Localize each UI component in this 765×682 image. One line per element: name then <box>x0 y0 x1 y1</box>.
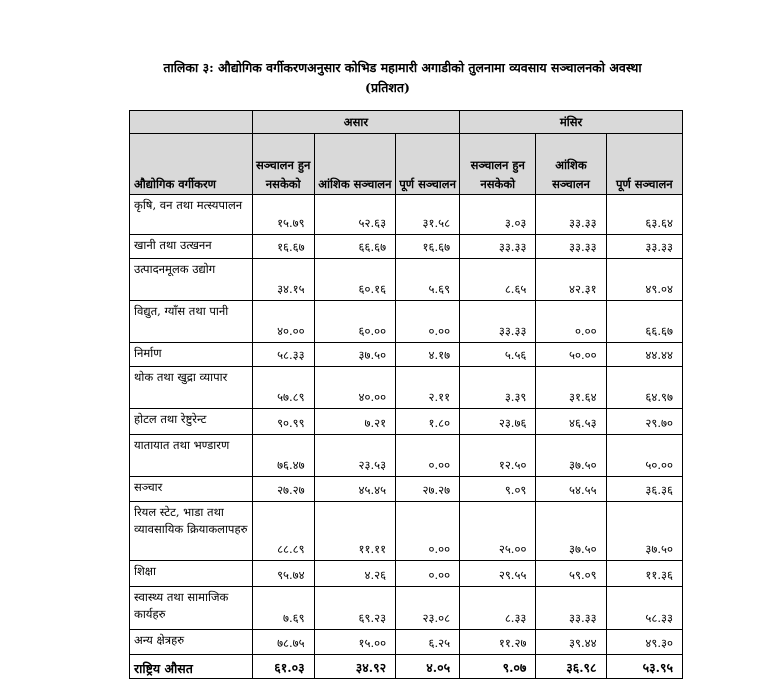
total-cell: ३६.९८ <box>536 655 606 679</box>
industry-name: होटल तथा रेष्टुरेन्ट <box>130 409 253 435</box>
table-cell: ३३.३३ <box>536 235 606 259</box>
table-cell: ९.०९ <box>460 477 536 502</box>
table-cell: ३.३९ <box>460 367 536 409</box>
industry-name: विद्युत, ग्याँस तथा पानी <box>130 301 253 343</box>
table-cell: १.८० <box>396 409 460 435</box>
table-cell: ४२.३१ <box>536 259 606 301</box>
column-header: आंशिक सञ्चालन <box>536 134 606 195</box>
table-cell: ७.६९ <box>252 587 314 630</box>
total-cell: ९.०७ <box>460 655 536 679</box>
table-row <box>130 502 683 561</box>
table-cell: ६३.६४ <box>606 195 682 235</box>
table-cell: ३३.३३ <box>460 235 536 259</box>
table-cell: ३७.५० <box>536 502 606 561</box>
header-blank-cell <box>130 111 253 134</box>
table-cell: २.११ <box>396 367 460 409</box>
table-cell: ३९.४४ <box>536 630 606 655</box>
table-cell: ३.०३ <box>460 195 536 235</box>
table-cell: ९५.७४ <box>252 561 314 587</box>
table-cell: ३३.३३ <box>460 301 536 343</box>
table-cell: ४०.०० <box>314 367 395 409</box>
industry-name: स्वास्थ्य तथा सामाजिक कार्यहरु <box>130 587 253 630</box>
table-cell: ४९.३० <box>606 630 682 655</box>
column-header: सञ्चालन हुन नसकेको <box>252 134 314 195</box>
table-cell: ७६.४७ <box>252 435 314 477</box>
table-cell: २९.५५ <box>460 561 536 587</box>
table-row <box>130 477 683 502</box>
industry-column-header: औद्योगिक वर्गीकरण <box>130 134 253 195</box>
table-title <box>0 58 765 98</box>
table-cell: ५९.०९ <box>536 561 606 587</box>
total-cell: ४.०५ <box>396 655 460 679</box>
industry-name: थोक तथा खुद्रा व्यापार <box>130 367 253 409</box>
table-cell: ११.११ <box>314 502 395 561</box>
table-cell: १६.६७ <box>252 235 314 259</box>
table-row <box>130 587 683 630</box>
table-cell: ११.३६ <box>606 561 682 587</box>
table-cell: ३१.५८ <box>396 195 460 235</box>
table-cell: ३१.६४ <box>536 367 606 409</box>
table-cell: ८८.८९ <box>252 502 314 561</box>
table-cell: २३.५३ <box>314 435 395 477</box>
table-cell: ०.०० <box>396 435 460 477</box>
table-row <box>130 301 683 343</box>
industry-name: कृषि, वन तथा मत्स्यपालन <box>130 195 253 235</box>
table-cell: ६.२५ <box>396 630 460 655</box>
table-cell: १५.०० <box>314 630 395 655</box>
industry-name: यातायात तथा भण्डारण <box>130 435 253 477</box>
table-cell: ७.२१ <box>314 409 395 435</box>
table-cell: ५८.३३ <box>606 587 682 630</box>
table-cell: ५.५६ <box>460 343 536 367</box>
industry-name: अन्य क्षेत्रहरु <box>130 630 253 655</box>
table-cell: ०.०० <box>396 502 460 561</box>
column-header: पूर्ण सञ्चालन <box>606 134 682 195</box>
table-cell: ४.२६ <box>314 561 395 587</box>
column-header: सञ्चालन हुन नसकेको <box>460 134 536 195</box>
table-row <box>130 259 683 301</box>
table-cell: ५८.३३ <box>252 343 314 367</box>
table-cell: ९०.९९ <box>252 409 314 435</box>
table-cell: २३.७६ <box>460 409 536 435</box>
business-operation-table <box>129 110 683 679</box>
table-cell: ४६.५३ <box>536 409 606 435</box>
table-row <box>130 235 683 259</box>
table-cell: २९.७० <box>606 409 682 435</box>
table-cell: ६४.९७ <box>606 367 682 409</box>
group-header-mangsir: मंसिर <box>460 111 683 134</box>
table-cell: ५२.६३ <box>314 195 395 235</box>
table-cell: ३४.१५ <box>252 259 314 301</box>
industry-name: सञ्चार <box>130 477 253 502</box>
table-cell: ३६.३६ <box>606 477 682 502</box>
table-cell: ३३.३३ <box>606 235 682 259</box>
national-average-row <box>130 655 683 679</box>
table-cell: ६०.१६ <box>314 259 395 301</box>
total-cell: ६१.०३ <box>252 655 314 679</box>
table-cell: ८.३३ <box>460 587 536 630</box>
industry-name: उत्पादनमूलक उद्योग <box>130 259 253 301</box>
table-cell: ८.६५ <box>460 259 536 301</box>
table-cell: ५०.०० <box>536 343 606 367</box>
table-cell: २५.०० <box>460 502 536 561</box>
table-cell: ४०.०० <box>252 301 314 343</box>
table-title-main: तालिका ३: औद्योगिक वर्गीकरणअनुसार कोभिड महामारी अगाडीको तुलनामा व्यवसाय सञ्चालनको अवस्था <box>163 60 642 75</box>
table-row <box>130 343 683 367</box>
table-cell: ३३.३३ <box>536 195 606 235</box>
table-row <box>130 435 683 477</box>
table-cell: ३७.५० <box>536 435 606 477</box>
table-cell: ०.०० <box>396 301 460 343</box>
table-row <box>130 561 683 587</box>
table-cell: ०.०० <box>396 561 460 587</box>
table-cell: ११.२७ <box>460 630 536 655</box>
total-cell: ३४.९२ <box>314 655 395 679</box>
table-cell: ४९.०४ <box>606 259 682 301</box>
table-cell: ५.६९ <box>396 259 460 301</box>
table-cell: २३.०८ <box>396 587 460 630</box>
table-cell: ४५.४५ <box>314 477 395 502</box>
group-header-asar: असार <box>252 111 459 134</box>
table-cell: १२.५० <box>460 435 536 477</box>
table-cell: ७८.७५ <box>252 630 314 655</box>
industry-name: रियल स्टेट, भाडा तथा व्यावसायिक क्रियाकलापहरु <box>130 502 253 561</box>
industry-name: निर्माण <box>130 343 253 367</box>
table-row <box>130 409 683 435</box>
column-header: पूर्ण सञ्चालन <box>396 134 460 195</box>
table-row <box>130 630 683 655</box>
table-cell: ३७.५० <box>314 343 395 367</box>
national-average-label: राष्ट्रिय औसत <box>130 655 253 679</box>
table-cell: २७.२७ <box>252 477 314 502</box>
table-cell: ५४.५५ <box>536 477 606 502</box>
table-cell: ३३.३३ <box>536 587 606 630</box>
table-cell: १५.७९ <box>252 195 314 235</box>
table-cell: ५७.८९ <box>252 367 314 409</box>
total-cell: ५३.९५ <box>606 655 682 679</box>
table-cell: ६९.२३ <box>314 587 395 630</box>
table-cell: २७.२७ <box>396 477 460 502</box>
table-cell: ४.१७ <box>396 343 460 367</box>
table-cell: ३७.५० <box>606 502 682 561</box>
table-cell: ४४.४४ <box>606 343 682 367</box>
table-cell: १६.६७ <box>396 235 460 259</box>
table-cell: ६६.६७ <box>606 301 682 343</box>
column-header: आंशिक सञ्चालन <box>314 134 395 195</box>
table-row <box>130 195 683 235</box>
table-cell: ६६.६७ <box>314 235 395 259</box>
industry-name: खानी तथा उत्खनन <box>130 235 253 259</box>
table-cell: ५०.०० <box>606 435 682 477</box>
industry-name: शिक्षा <box>130 561 253 587</box>
table-cell: ०.०० <box>536 301 606 343</box>
table-cell: ६०.०० <box>314 301 395 343</box>
table-title-unit: (प्रतिशत) <box>365 80 410 95</box>
table-row <box>130 367 683 409</box>
